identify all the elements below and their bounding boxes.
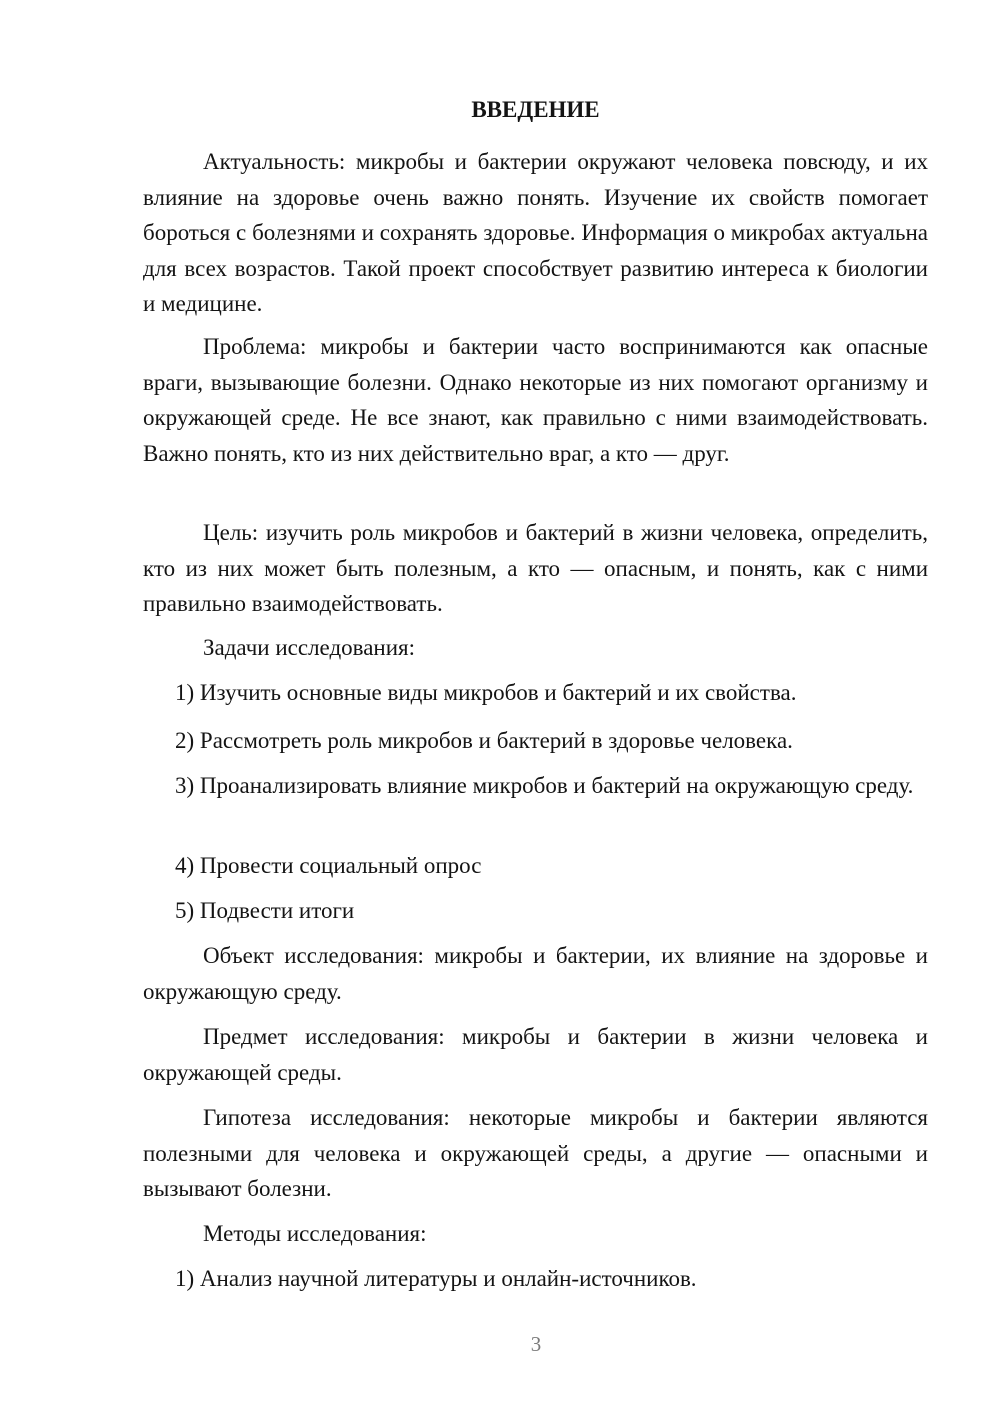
methods-title: Методы исследования:	[203, 1221, 427, 1246]
task-item-5: 5) Подвести итоги	[175, 898, 355, 923]
method-item-1: 1) Анализ научной литературы и онлайн-источников.	[175, 1266, 697, 1291]
task-item-1: 1) Изучить основные виды микробов и бактерий и их свойства.	[175, 680, 797, 705]
relevance-paragraph: Актуальность: микробы и бактерии окружают человека повсюду, и их влияние на здоровье очень важно понять. Изучение их свойств помогает бороться с болезнями и сохранять здоровье. Информация о микробах актуальна для всех возрастов. Такой проект способствует развитию интереса к биологии и медицине.	[143, 149, 928, 316]
task-item-4: 4) Провести социальный опрос	[175, 853, 482, 878]
subject-paragraph: Предмет исследования: микробы и бактерии в жизни человека и окружающей среды.	[143, 1024, 928, 1085]
task-item-2: 2) Рассмотреть роль микробов и бактерий в здоровье человека.	[175, 728, 793, 753]
section-heading: ВВЕДЕНИЕ	[471, 97, 600, 122]
problem-paragraph: Проблема: микробы и бактерии часто воспринимаются как опасные враги, вызывающие болезни. Однако некоторые из них помогают организму и окружающей среде. Не все знают, как правильно с ними взаимодействовать. Важно понять, кто из них действительно враг, а кто — друг.	[143, 334, 928, 466]
page-number: 3	[530, 1332, 542, 1356]
goal-paragraph: Цель: изучить роль микробов и бактерий в жизни человека, определить, кто из них может быть полезным, а кто — опасным, и понять, как с ними правильно взаимодействовать.	[143, 520, 928, 616]
hypothesis-paragraph: Гипотеза исследования: некоторые микробы и бактерии являются полезными для человека и окружающей среды, а другие — опасными и вызывают болезни.	[143, 1105, 928, 1201]
task-item-3: 3) Проанализировать влияние микробов и бактерий на окружающую среду.	[175, 773, 914, 798]
tasks-title: Задачи исследования:	[203, 635, 416, 660]
object-paragraph: Объект исследования: микробы и бактерии, их влияние на здоровье и окружающую среду.	[143, 943, 928, 1004]
